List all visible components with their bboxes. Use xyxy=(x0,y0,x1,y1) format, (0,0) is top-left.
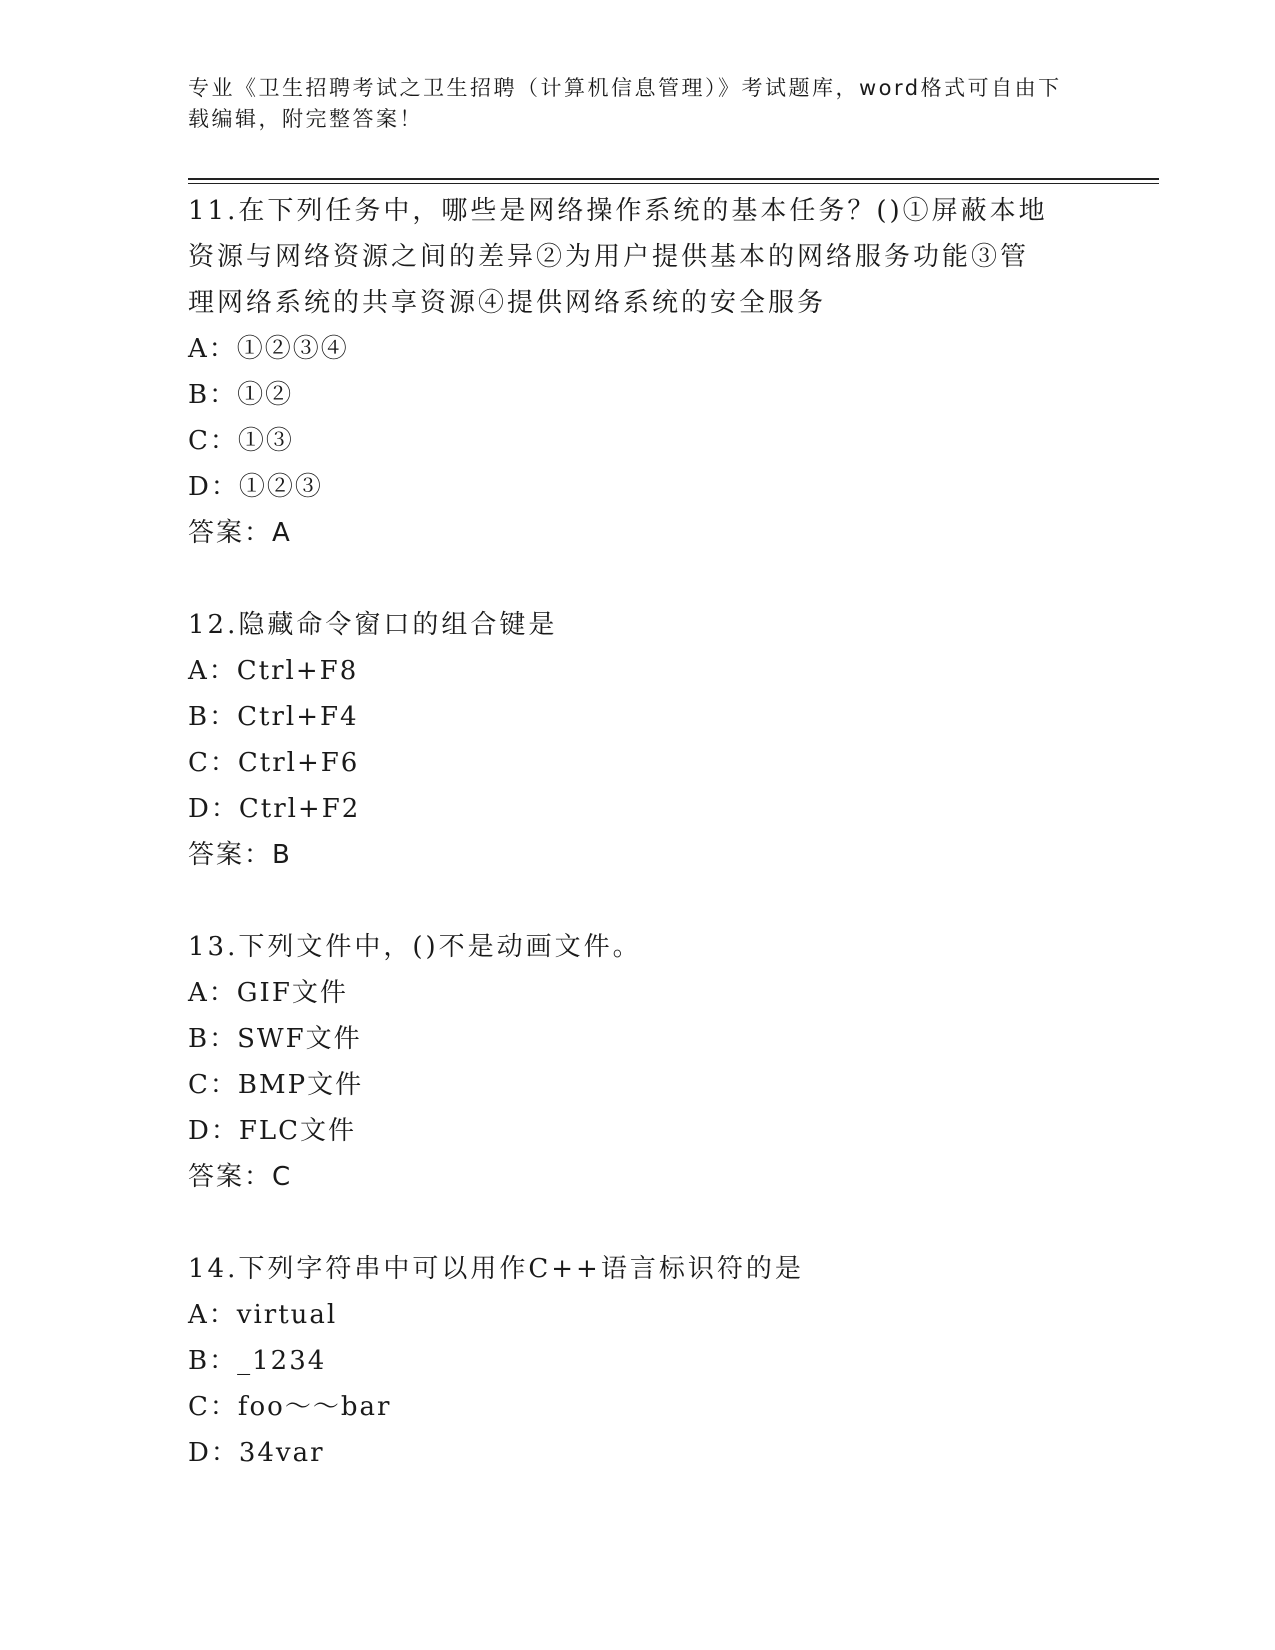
option-b: B：SWF文件 xyxy=(188,1024,362,1054)
question-14 xyxy=(188,1246,1088,1476)
option-a: A：GIF文件 xyxy=(188,978,348,1008)
question-11 xyxy=(188,188,1088,556)
option-d: D：34var xyxy=(188,1438,325,1468)
question-text: 11.在下列任务中，哪些是网络操作系统的基本任务？()①屏蔽本地资源与网络资源之间的差异②为用户提供基本的网络服务功能③管理网络系统的共享资源④提供网络系统的安全服务 xyxy=(188,196,1048,318)
answer: 答案：C xyxy=(188,1162,293,1192)
question-text: 13.下列文件中，()不是动画文件。 xyxy=(188,932,642,962)
option-d: D：FLC文件 xyxy=(188,1116,357,1146)
option-d: D：①②③ xyxy=(188,472,323,502)
option-c: C：foo～～bar xyxy=(188,1392,392,1422)
option-a: A：Ctrl+F8 xyxy=(188,656,359,686)
option-c: C：BMP文件 xyxy=(188,1070,364,1100)
option-d: D：Ctrl+F2 xyxy=(188,794,361,824)
option-c: C：①③ xyxy=(188,426,294,456)
question-list xyxy=(188,188,1088,1522)
header-divider-thick xyxy=(188,178,1159,180)
option-b: B：①② xyxy=(188,380,294,410)
header-divider-thin xyxy=(188,183,1159,184)
option-a: A：virtual xyxy=(188,1300,338,1330)
option-c: C：Ctrl+F6 xyxy=(188,748,360,778)
answer: 答案：B xyxy=(188,840,292,870)
answer: 答案：A xyxy=(188,518,292,548)
question-13 xyxy=(188,924,1088,1200)
document-header xyxy=(188,73,1068,135)
header-title: 专业《卫生招聘考试之卫生招聘（计算机信息管理）》考试题库，word格式可自由下载编辑，附完整答案！ xyxy=(188,76,1062,131)
option-b: B：Ctrl+F4 xyxy=(188,702,359,732)
option-a: A：①②③④ xyxy=(188,334,349,364)
question-12 xyxy=(188,602,1088,878)
question-text: 12.隐藏命令窗口的组合键是 xyxy=(188,610,558,640)
question-text: 14.下列字符串中可以用作C++语言标识符的是 xyxy=(188,1254,804,1284)
option-b: B：_1234 xyxy=(188,1346,327,1376)
